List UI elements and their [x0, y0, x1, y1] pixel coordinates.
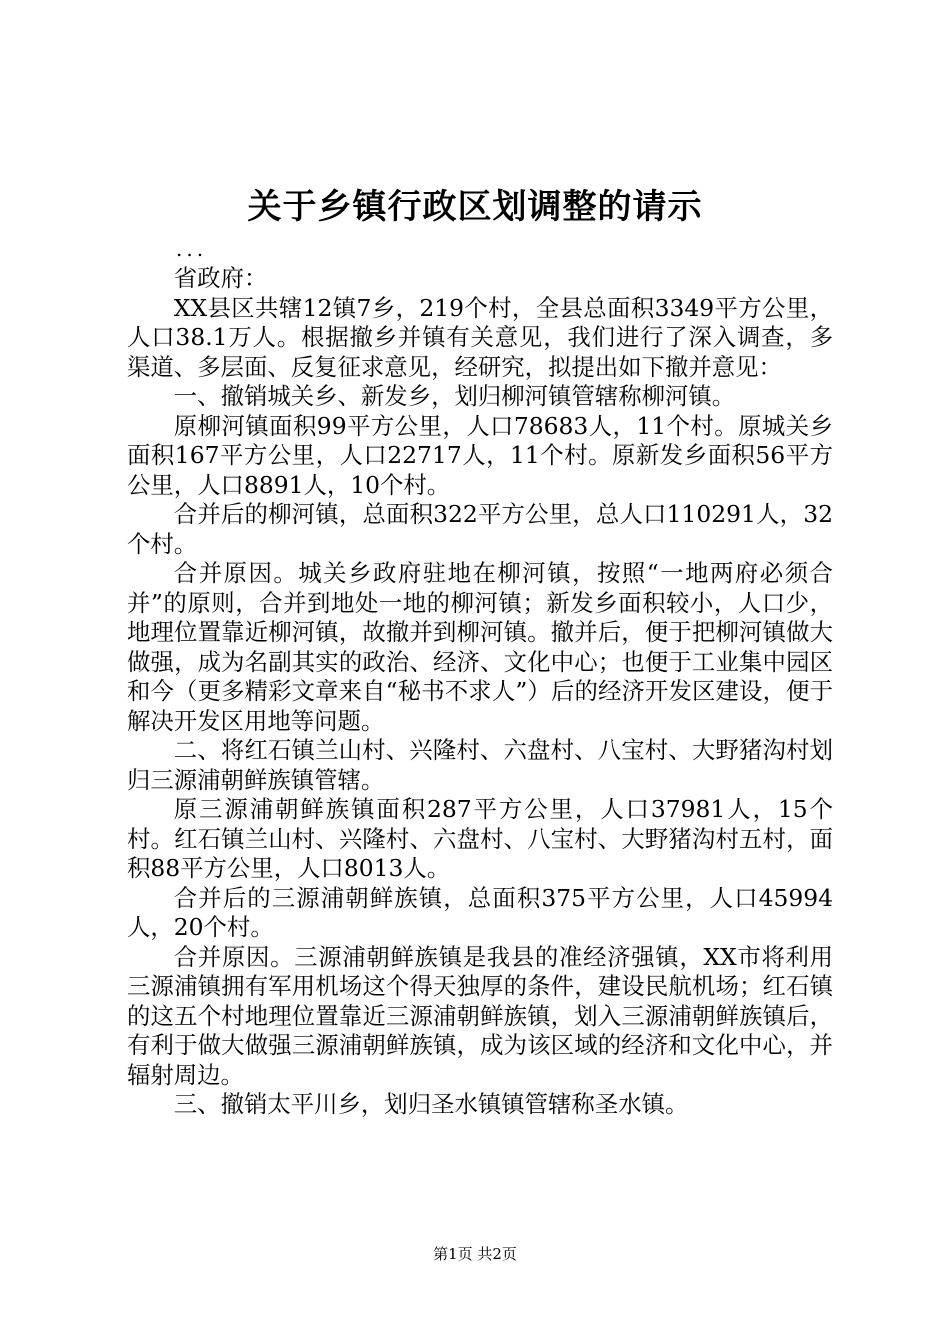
paragraph-item-2-heading: 二、将红石镇兰山村、兴隆村、六盘村、八宝村、大野猪沟村划归三源浦朝鲜族镇管辖。 — [127, 736, 833, 794]
paragraph-item-2-merged: 合并后的三源浦朝鲜族镇，总面积375平方公里，人口45994人，20个村。 — [127, 883, 833, 941]
page-footer: 第1页 共2页 — [433, 1245, 517, 1263]
paragraph-item-1-heading: 一、撤销城关乡、新发乡，划归柳河镇管辖称柳河镇。 — [173, 382, 736, 410]
paragraph-item-1-original: 原柳河镇面积99平方公里，人口78683人，11个村。原城关乡面积167平方公里，人口22717人，11个村。原新发乡面积56平方公里，人口8891人，10个村。 — [127, 411, 833, 499]
ellipsis-marker: ... — [176, 237, 208, 261]
paragraph-item-1-reason: 合并原因。城关乡政府驻地在柳河镇，按照“一地两府必须合并”的原则，合并到地处一地的柳河镇；新发乡面积较小，人口少，地理位置靠近柳河镇，故撤并到柳河镇。撤并后，便于把柳河镇做大做强，成为名副其实的政治、经济、文化中心；也便于工业集中园区和今（更多精彩文章来自“秘书不求人”）后的经济开发区建设，便于解决开发区用地等问题。 — [127, 559, 833, 735]
paragraph-item-3-heading: 三、撤销太平川乡，划归圣水镇镇管辖称圣水镇。 — [173, 1090, 689, 1118]
paragraph-intro: XX县区共辖12镇7乡，219个村，全县总面积3349平方公里，人口38.1万人。根据撤乡并镇有关意见，我们进行了深入调查，多渠道、多层面、反复征求意见，经研究，拟提出如下撤并意见： — [127, 293, 833, 381]
paragraph-item-2-reason: 合并原因。三源浦朝鲜族镇是我县的准经济强镇，XX市将利用三源浦镇拥有军用机场这个得天独厚的条件，建设民航机场；红石镇的这五个村地理位置靠近三源浦朝鲜族镇，划入三源浦朝鲜族镇后，有利于做大做强三源浦朝鲜族镇，成为该区域的经济和文化中心，并辐射周边。 — [127, 942, 833, 1089]
paragraph-item-2-original: 原三源浦朝鲜族镇面积287平方公里，人口37981人，15个村。红石镇兰山村、兴隆村、六盘村、八宝村、大野猪沟村五村，面积88平方公里，人口8013人。 — [127, 795, 833, 882]
paragraph-item-1-merged: 合并后的柳河镇，总面积322平方公里，总人口110291人，32个村。 — [127, 500, 833, 558]
document-body — [127, 264, 833, 1120]
salutation: 省政府： — [173, 264, 268, 292]
document-title: 关于乡镇行政区划调整的请示 — [247, 187, 703, 227]
